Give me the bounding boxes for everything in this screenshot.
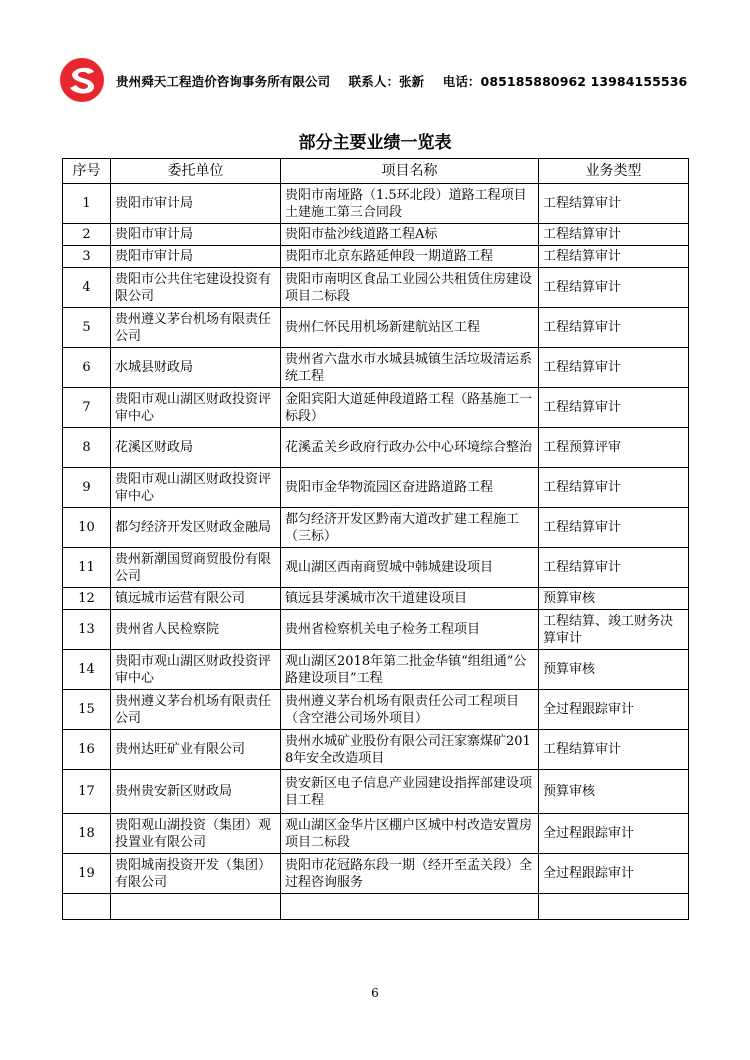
cell-client: 贵阳市观山湖区财政投资评审中心 <box>111 388 281 428</box>
cell-project <box>281 894 539 920</box>
cell-project: 贵阳市南明区食品工业园公共租赁住房建设项目二标段 <box>281 268 539 308</box>
cell-client: 水城县财政局 <box>111 348 281 388</box>
cell-service-type: 工程结算审计 <box>539 548 689 588</box>
contact-phone: 电话：085185880962 13984155536 <box>442 74 688 89</box>
cell-index: 1 <box>63 184 111 224</box>
table-row <box>63 388 689 428</box>
cell-index: 7 <box>63 388 111 428</box>
cell-index: 5 <box>63 308 111 348</box>
page-number: 6 <box>371 986 379 1000</box>
cell-client: 贵阳市公共住宅建设投资有限公司 <box>111 268 281 308</box>
table-row <box>63 268 689 308</box>
cell-client: 贵阳市审计局 <box>111 246 281 268</box>
cell-service-type: 工程结算审计 <box>539 268 689 308</box>
table-row <box>63 854 689 894</box>
cell-index: 19 <box>63 854 111 894</box>
cell-client: 贵州遵义茅台机场有限责任公司 <box>111 690 281 730</box>
cell-service-type: 工程结算审计 <box>539 184 689 224</box>
contact-person: 联系人：张新 <box>348 74 425 89</box>
table-row <box>63 548 689 588</box>
cell-service-type: 工程结算、竣工财务决算审计 <box>539 610 689 650</box>
cell-service-type: 预算审核 <box>539 650 689 690</box>
performance-table <box>62 158 689 920</box>
cell-project: 贵阳市北京东路延伸段一期道路工程 <box>281 246 539 268</box>
cell-service-type: 工程预算评审 <box>539 428 689 468</box>
cell-project: 观山湖区西南商贸城中韩城建设项目 <box>281 548 539 588</box>
cell-index: 3 <box>63 246 111 268</box>
table-row <box>63 468 689 508</box>
cell-project: 花溪孟关乡政府行政办公中心环境综合整治 <box>281 428 539 468</box>
cell-project: 贵阳市盐沙线道路工程A标 <box>281 224 539 246</box>
cell-client: 贵阳城南投资开发（集团）有限公司 <box>111 854 281 894</box>
cell-index: 9 <box>63 468 111 508</box>
cell-service-type: 工程结算审计 <box>539 468 689 508</box>
company-name: 贵州舜天工程造价咨询事务所有限公司 <box>116 74 331 89</box>
cell-index: 10 <box>63 508 111 548</box>
cell-index: 15 <box>63 690 111 730</box>
cell-service-type: 全过程跟踪审计 <box>539 814 689 854</box>
table-row <box>63 770 689 814</box>
cell-index: 12 <box>63 588 111 610</box>
table-row <box>63 814 689 854</box>
table-row <box>63 308 689 348</box>
cell-client: 贵阳市观山湖区财政投资评审中心 <box>111 650 281 690</box>
cell-project: 贵阳市花冠路东段一期（经开至孟关段）全过程咨询服务 <box>281 854 539 894</box>
cell-service-type: 工程结算审计 <box>539 730 689 770</box>
cell-index: 11 <box>63 548 111 588</box>
cell-service-type: 工程结算审计 <box>539 246 689 268</box>
table-row <box>63 588 689 610</box>
header-index: 序号 <box>63 159 111 184</box>
cell-index: 13 <box>63 610 111 650</box>
cell-service-type: 工程结算审计 <box>539 508 689 548</box>
cell-service-type <box>539 894 689 920</box>
table-row <box>63 894 689 920</box>
cell-service-type: 工程结算审计 <box>539 348 689 388</box>
table-row <box>63 246 689 268</box>
cell-client: 贵阳市观山湖区财政投资评审中心 <box>111 468 281 508</box>
cell-project: 观山湖区金华片区棚户区城中村改造安置房项目二标段 <box>281 814 539 854</box>
cell-project: 贵阳市南垭路（1.5环北段）道路工程项目土建施工第三合同段 <box>281 184 539 224</box>
table-row <box>63 690 689 730</box>
table-row <box>63 730 689 770</box>
table-row <box>63 610 689 650</box>
header-client: 委托单位 <box>111 159 281 184</box>
header-project: 项目名称 <box>281 159 539 184</box>
table-row <box>63 348 689 388</box>
cell-service-type: 预算审核 <box>539 588 689 610</box>
cell-client: 花溪区财政局 <box>111 428 281 468</box>
cell-index: 14 <box>63 650 111 690</box>
cell-index: 6 <box>63 348 111 388</box>
cell-index: 4 <box>63 268 111 308</box>
cell-service-type: 工程结算审计 <box>539 388 689 428</box>
cell-client: 贵州贵安新区财政局 <box>111 770 281 814</box>
cell-client: 贵阳观山湖投资（集团）观投置业有限公司 <box>111 814 281 854</box>
cell-client: 镇远城市运营有限公司 <box>111 588 281 610</box>
cell-project: 贵州省检察机关电子检务工程项目 <box>281 610 539 650</box>
company-logo-icon <box>58 56 106 104</box>
cell-project: 贵州省六盘水市水城县城镇生活垃圾清运系统工程 <box>281 348 539 388</box>
cell-project: 贵州遵义茅台机场有限责任公司工程项目（含空港公司场外项目） <box>281 690 539 730</box>
cell-project: 镇远县芽溪城市次干道建设项目 <box>281 588 539 610</box>
table-row <box>63 224 689 246</box>
cell-project: 贵阳市金华物流园区奋进路道路工程 <box>281 468 539 508</box>
cell-client: 贵州省人民检察院 <box>111 610 281 650</box>
header-service-type: 业务类型 <box>539 159 689 184</box>
table-row <box>63 428 689 468</box>
page-title: 部分主要业绩一览表 <box>298 133 452 153</box>
table-row <box>63 650 689 690</box>
header-info <box>116 72 687 90</box>
table-header-row <box>63 159 689 184</box>
cell-service-type: 预算审核 <box>539 770 689 814</box>
cell-client: 都匀经济开发区财政金融局 <box>111 508 281 548</box>
cell-index: 16 <box>63 730 111 770</box>
cell-index <box>63 894 111 920</box>
cell-index: 18 <box>63 814 111 854</box>
cell-client: 贵州新潮国贸商贸股份有限公司 <box>111 548 281 588</box>
cell-client: 贵州达旺矿业有限公司 <box>111 730 281 770</box>
cell-service-type: 全过程跟踪审计 <box>539 690 689 730</box>
table-row <box>63 184 689 224</box>
cell-client: 贵阳市审计局 <box>111 184 281 224</box>
cell-project: 贵安新区电子信息产业园建设指挥部建设项目工程 <box>281 770 539 814</box>
cell-service-type: 工程结算审计 <box>539 224 689 246</box>
cell-project: 贵州水城矿业股份有限公司汪家寨煤矿2018年安全改造项目 <box>281 730 539 770</box>
cell-service-type: 工程结算审计 <box>539 308 689 348</box>
page-header <box>58 56 718 104</box>
cell-project: 贵州仁怀民用机场新建航站区工程 <box>281 308 539 348</box>
cell-index: 2 <box>63 224 111 246</box>
cell-client <box>111 894 281 920</box>
table-row <box>63 508 689 548</box>
cell-client: 贵州遵义茅台机场有限责任公司 <box>111 308 281 348</box>
cell-index: 8 <box>63 428 111 468</box>
cell-client: 贵阳市审计局 <box>111 224 281 246</box>
cell-project: 金阳宾阳大道延伸段道路工程（路基施工一标段） <box>281 388 539 428</box>
cell-project: 观山湖区2018年第二批金华镇“组组通”公路建设项目”工程 <box>281 650 539 690</box>
cell-index: 17 <box>63 770 111 814</box>
cell-project: 都匀经济开发区黔南大道改扩建工程施工（三标） <box>281 508 539 548</box>
cell-service-type: 全过程跟踪审计 <box>539 854 689 894</box>
